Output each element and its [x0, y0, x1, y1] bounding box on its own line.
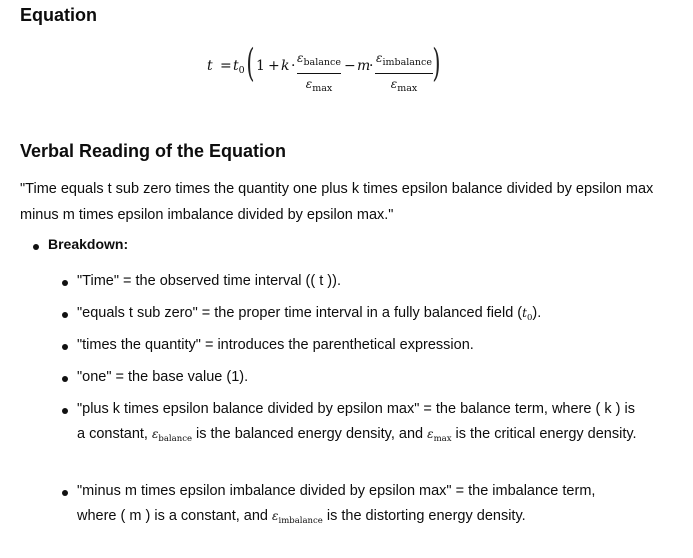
bullet-dot	[33, 244, 39, 250]
bullet-dot	[62, 490, 68, 496]
right-paren: )	[432, 41, 441, 85]
fraction-balance-denominator: $\varepsilon_{max}$	[305, 77, 333, 94]
breakdown-item-quantity: "times the quantity" = introduces the parenthetical expression.	[77, 337, 474, 353]
breakdown-item-one: "one" = the base value (1).	[77, 369, 249, 385]
equation-plus: +	[268, 58, 280, 74]
bullet-dot	[62, 312, 68, 318]
bullet-dot	[62, 344, 68, 350]
verbal-reading-heading: Verbal Reading of the Equation	[20, 141, 287, 161]
left-paren: (	[246, 41, 255, 85]
fraction-imbalance-numerator: $\varepsilon_{imbalance}$	[375, 51, 432, 68]
bullet-dot	[62, 408, 68, 414]
equation-one: 1	[256, 58, 265, 74]
equation-display	[207, 42, 447, 92]
equation-minus: −	[344, 58, 356, 74]
bullet-dot	[62, 376, 68, 382]
equation-k: k	[281, 58, 290, 74]
equation-heading: Equation	[20, 5, 97, 25]
fraction-balance	[297, 51, 341, 96]
breakdown-label: Breakdown:	[48, 236, 129, 252]
breakdown-item-time: "Time" = the observed time interval (( t )).	[77, 273, 341, 289]
fraction-balance-numerator: $\varepsilon_{balance}$	[297, 51, 341, 68]
bullet-dot	[62, 280, 68, 286]
fraction-imbalance-denominator: $\varepsilon_{max}$	[390, 77, 418, 94]
verbal-reading-paragraph: "Time equals t sub zero times the quantity one plus k times epsilon balance divided by epsilon max minus m times epsilon imbalance divided by epsilon max."	[20, 181, 654, 223]
fraction-imbalance	[375, 51, 433, 96]
equation-t0: $t_0$	[233, 58, 245, 76]
breakdown-item-equals: "equals t sub zero" = the proper time interval in a fully balanced field $(t_0)$.	[77, 305, 542, 323]
equation-dot-2: ·	[369, 58, 374, 74]
equation-m: m	[357, 58, 371, 74]
breakdown-item-minus: "minus m times epsilon imbalance divided by epsilon max" = the imbalance term, where ( m ) is a constant, and $\varepsilon_{imbalance}$ is the distorting energy density.	[77, 483, 596, 526]
equation-equals: =	[220, 58, 232, 74]
equation-lhs-t: t	[207, 58, 213, 74]
equation-dot-1: ·	[291, 58, 296, 74]
breakdown-item-plus: "plus k times epsilon balance divided by epsilon max" = the balance term, where ( k ) is a constant, $\varepsilon_{balance}$ is the balanced energy density, and $\varepsilon_{max}$ is the critical energy density.	[77, 401, 637, 444]
